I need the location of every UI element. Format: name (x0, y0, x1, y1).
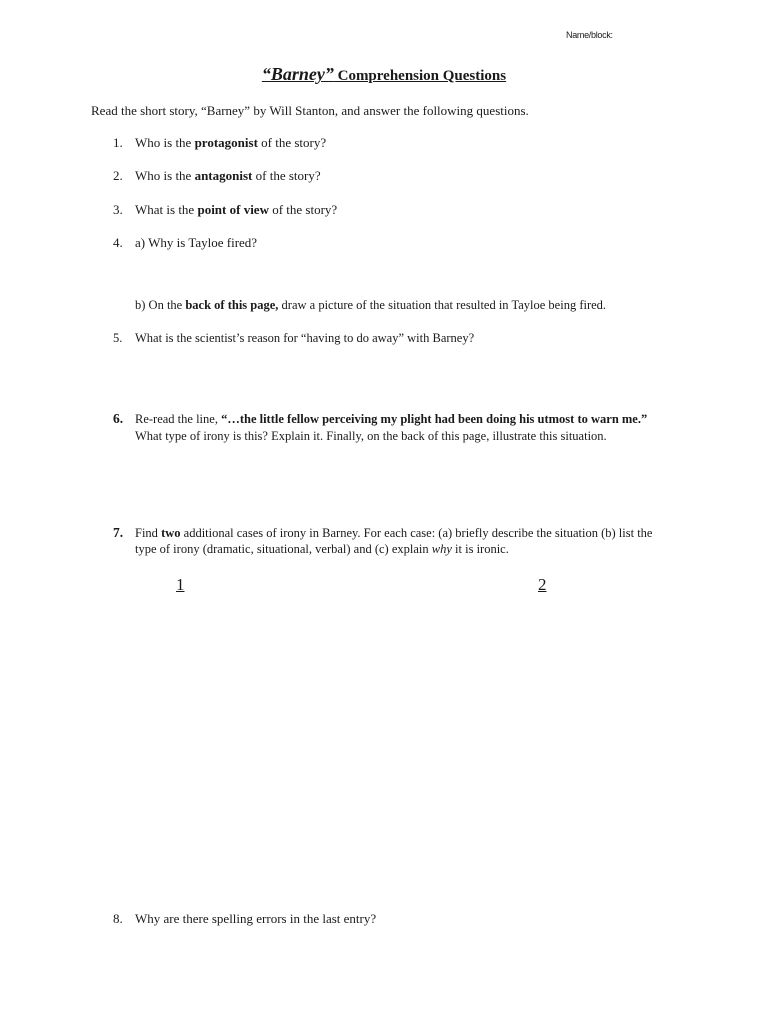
question-text: additional cases of irony in Barney. For each case: (a) briefly describe the situation (b) list the (180, 526, 653, 540)
question-text: Re-read the line, (135, 412, 222, 426)
question-text: Who is the (135, 168, 195, 183)
question-number: 7. (113, 525, 124, 540)
question-keyword: antagonist (194, 168, 253, 183)
question-quote: “…the little fellow perceiving my plight had been doing his utmost to warn me.” (221, 412, 648, 426)
question-number: 1. (113, 135, 123, 150)
question-emphasis: why (431, 542, 452, 556)
question-text: What type of irony is this? Explain it. Finally, on the back of this page, illustrate this situation. (135, 429, 607, 443)
question-number: 4. (113, 235, 123, 250)
question-text: it is ironic. (451, 542, 509, 556)
question-number: 6. (113, 411, 124, 426)
answer-column-2-label: 2 (538, 575, 547, 594)
question-4b (135, 298, 606, 313)
question-text: Who is the (135, 135, 195, 150)
question-keyword: point of view (197, 202, 269, 217)
question-number: 8. (113, 911, 123, 926)
title-rest: Comprehension Questions (333, 68, 507, 84)
question-text: draw a picture of the situation that resulted in Tayloe being fired. (278, 298, 607, 312)
question-text: a) Why is Tayloe fired? (135, 235, 258, 250)
question-number: 5. (113, 331, 123, 345)
question-text: Why are there spelling errors in the last entry? (135, 911, 377, 926)
question-keyword: back of this page, (185, 298, 279, 312)
question-text: type of irony (dramatic, situational, verbal) and (c) explain (135, 542, 432, 556)
question-text: What is the (135, 202, 198, 217)
question-keyword: protagonist (194, 135, 258, 150)
question-number: 2. (113, 168, 123, 183)
question-text: of the story? (268, 202, 338, 217)
answer-column-1-label: 1 (176, 575, 185, 594)
page-title (0, 64, 768, 85)
question-text: Find (135, 526, 162, 540)
question-text: What is the scientist’s reason for “having to do away” with Barney? (135, 331, 475, 345)
question-number: 3. (113, 202, 123, 217)
instructions: Read the short story, “Barney” by Will Stanton, and answer the following questions. (91, 103, 529, 118)
question-text: b) On the (135, 298, 186, 312)
title-story-name: “Barney” (261, 64, 334, 84)
question-text: of the story? (257, 135, 327, 150)
question-keyword: two (161, 526, 181, 540)
question-text: of the story? (252, 168, 321, 183)
name-block-label: Name/block: (566, 30, 613, 40)
